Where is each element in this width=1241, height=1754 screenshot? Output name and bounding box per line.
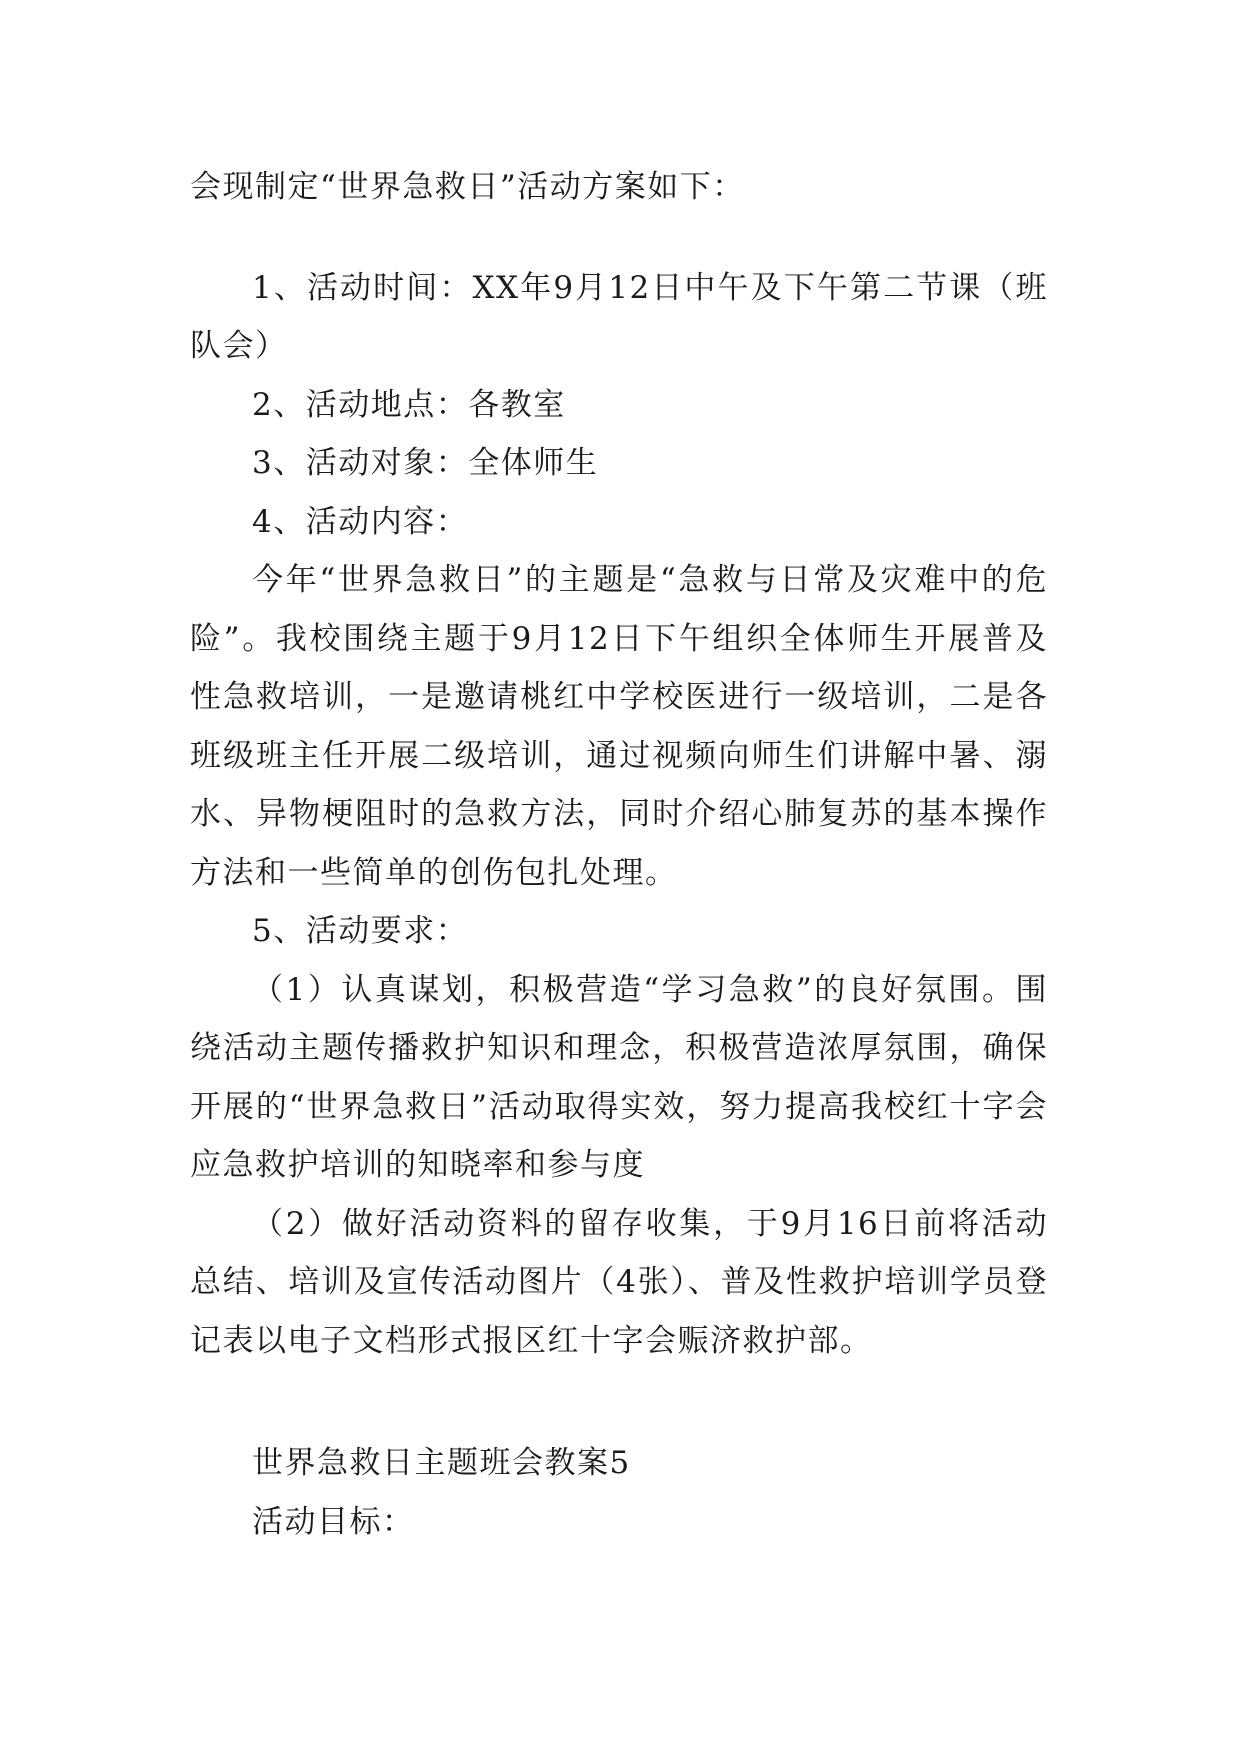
requirement-1-paragraph: （1）认真谋划，积极营造“学习急救”的良好氛围。围绕活动主题传播救护知识和理念，积极营造浓厚氛围，确保开展的“世界急救日”活动取得实效，努力提高我校红十字会应急救护培训的知晓率和参与度 <box>190 971 1048 1183</box>
activity-content-paragraph: 今年“世界急救日”的主题是“急救与日常及灾难中的危险”。我校围绕主题于9月12日下午组织全体师生开展普及性急救培训，一是邀请桃红中学校医进行一级培训，二是各班级班主任开展二级培训，通过视频向师生们讲解中暑、溺水、异物梗阻时的急救方法，同时介绍心肺复苏的基本操作方法和一些简单的创伤包扎处理。 <box>190 562 1048 891</box>
activity-requirements-heading: 5、活动要求： <box>252 913 469 949</box>
intro-paragraph: 会现制定“世界急救日”活动方案如下： <box>190 169 745 205</box>
section-subtitle: 活动目标： <box>252 1503 415 1540</box>
activity-location-paragraph: 2、活动地点：各教室 <box>252 386 566 423</box>
document-body <box>190 158 1048 1551</box>
activity-time-paragraph: 1、活动时间：XX年9月12日中午及下午第二节课（班队会） <box>190 269 1048 364</box>
activity-content-heading: 4、活动内容： <box>252 503 469 540</box>
spacer <box>190 1370 1048 1434</box>
section-title: 世界急救日主题班会教案5 <box>252 1445 631 1481</box>
requirement-2-paragraph: （2）做好活动资料的留存收集，于9月16日前将活动总结、培训及宣传活动图片（4张）、普及性救护培训学员登记表以电子文档形式报区红十字会赈济救护部。 <box>190 1205 1048 1359</box>
spacer <box>190 217 1048 259</box>
activity-audience-paragraph: 3、活动对象：全体师生 <box>252 445 599 481</box>
